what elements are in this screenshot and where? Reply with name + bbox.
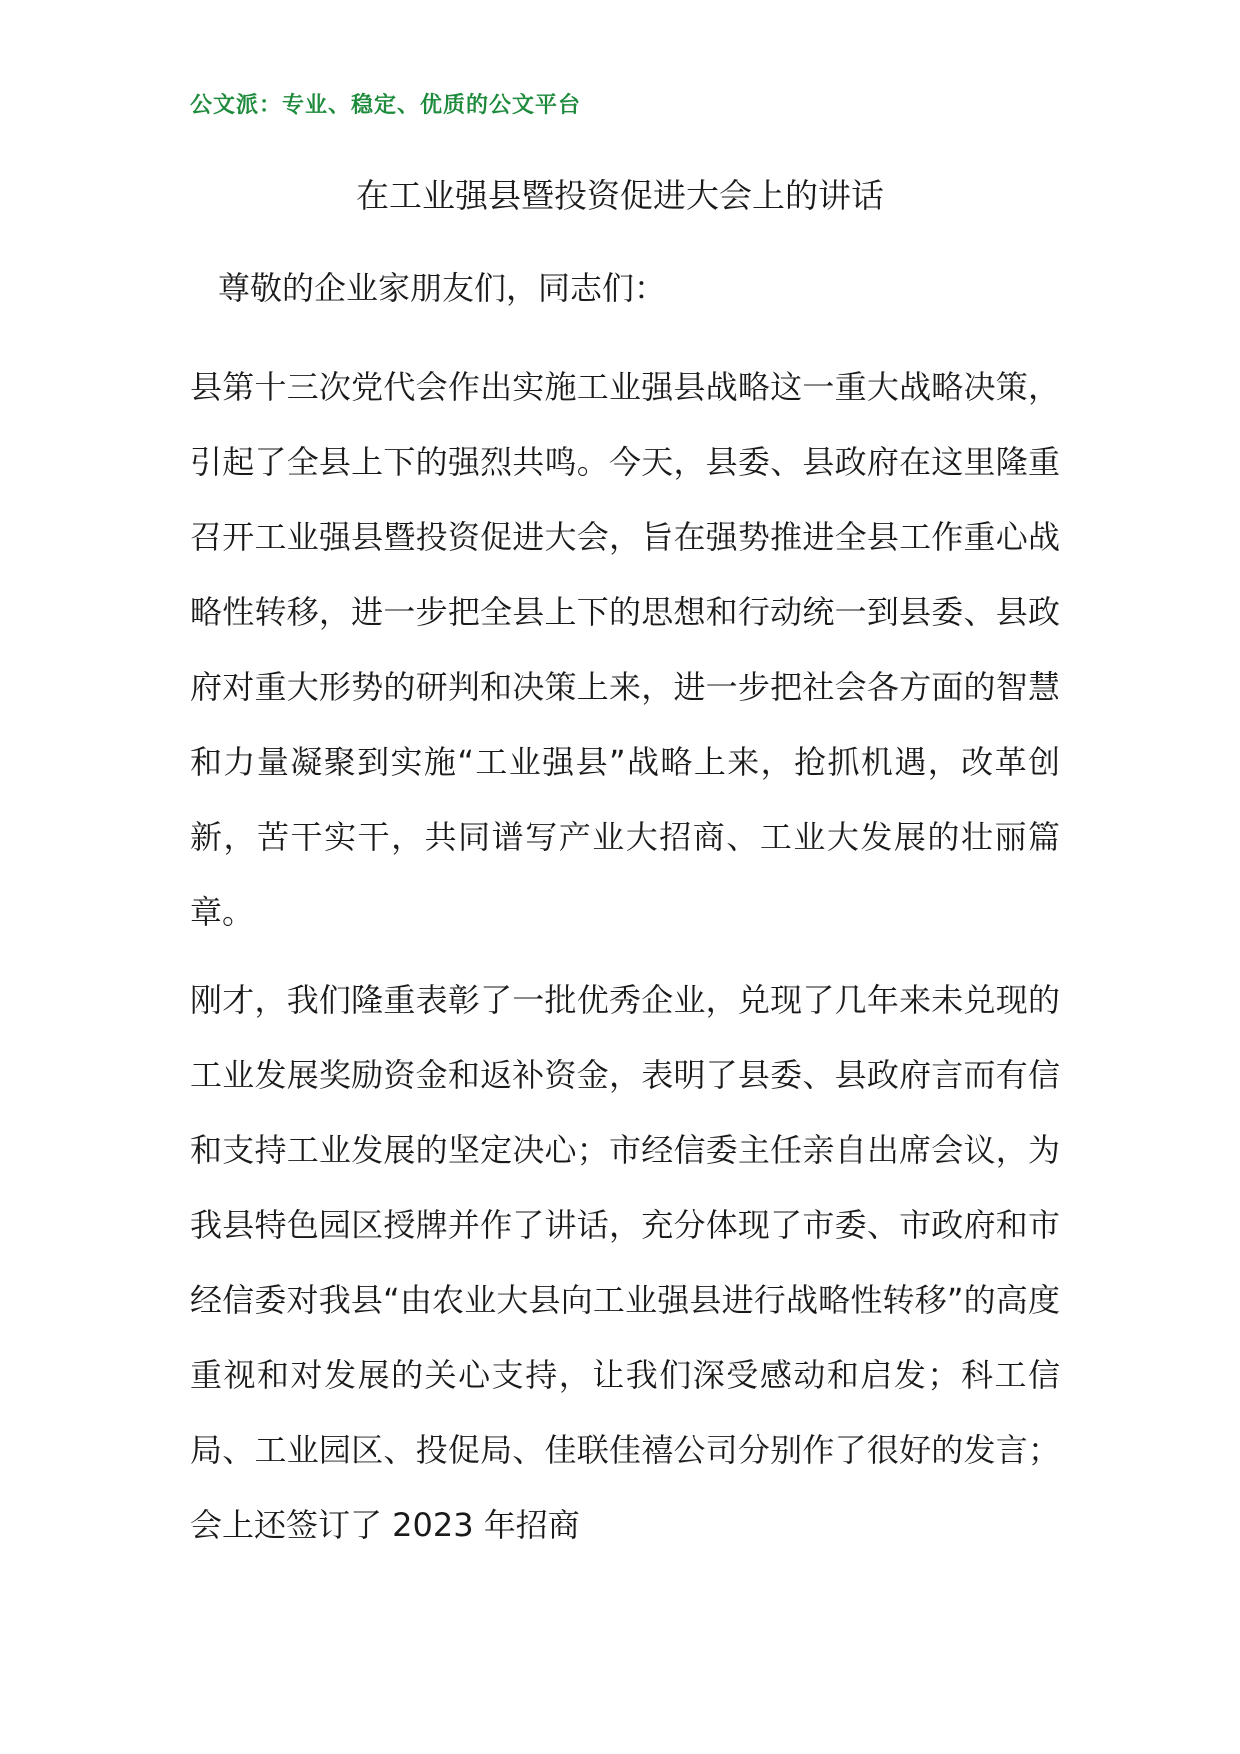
document-title: 在工业强县暨投资促进大会上的讲话 xyxy=(356,176,884,215)
brand-header: 公文派：专业、稳定、优质的公文平台 xyxy=(190,93,582,118)
body-paragraph: 县第十三次党代会作出实施工业强县战略这一重大战略决策，引起了全县上下的强烈共鸣。今天，县委、县政府在这里隆重召开工业强县暨投资促进大会，旨在强势推进全县工作重心战略性转移，进一步把全县上下的思想和行动统一到县委、县政府对重大形势的研判和决策上来，进一步把社会各方面的智慧和力量凝聚到实施“工业强县”战略上来，抢抓机遇，改革创新，苦干实干，共同谱写产业大招商、工业大发展的壮丽篇章。 xyxy=(190,368,1060,931)
body-paragraph: 刚才，我们隆重表彰了一批优秀企业，兑现了几年来未兑现的工业发展奖励资金和返补资金，表明了县委、县政府言而有信和支持工业发展的坚定决心；市经信委主任亲自出席会议，为我县特色园区授牌并作了讲话，充分体现了市委、市政府和市经信委对我县“由农业大县向工业强县进行战略性转移”的高度重视和对发展的关心支持，让我们深受感动和启发；科工信局、工业园区、投促局、佳联佳禧公司分别作了很好的发言；会上还签订了 2023 年招商 xyxy=(190,981,1060,1544)
salutation: 尊敬的企业家朋友们，同志们： xyxy=(218,269,667,307)
